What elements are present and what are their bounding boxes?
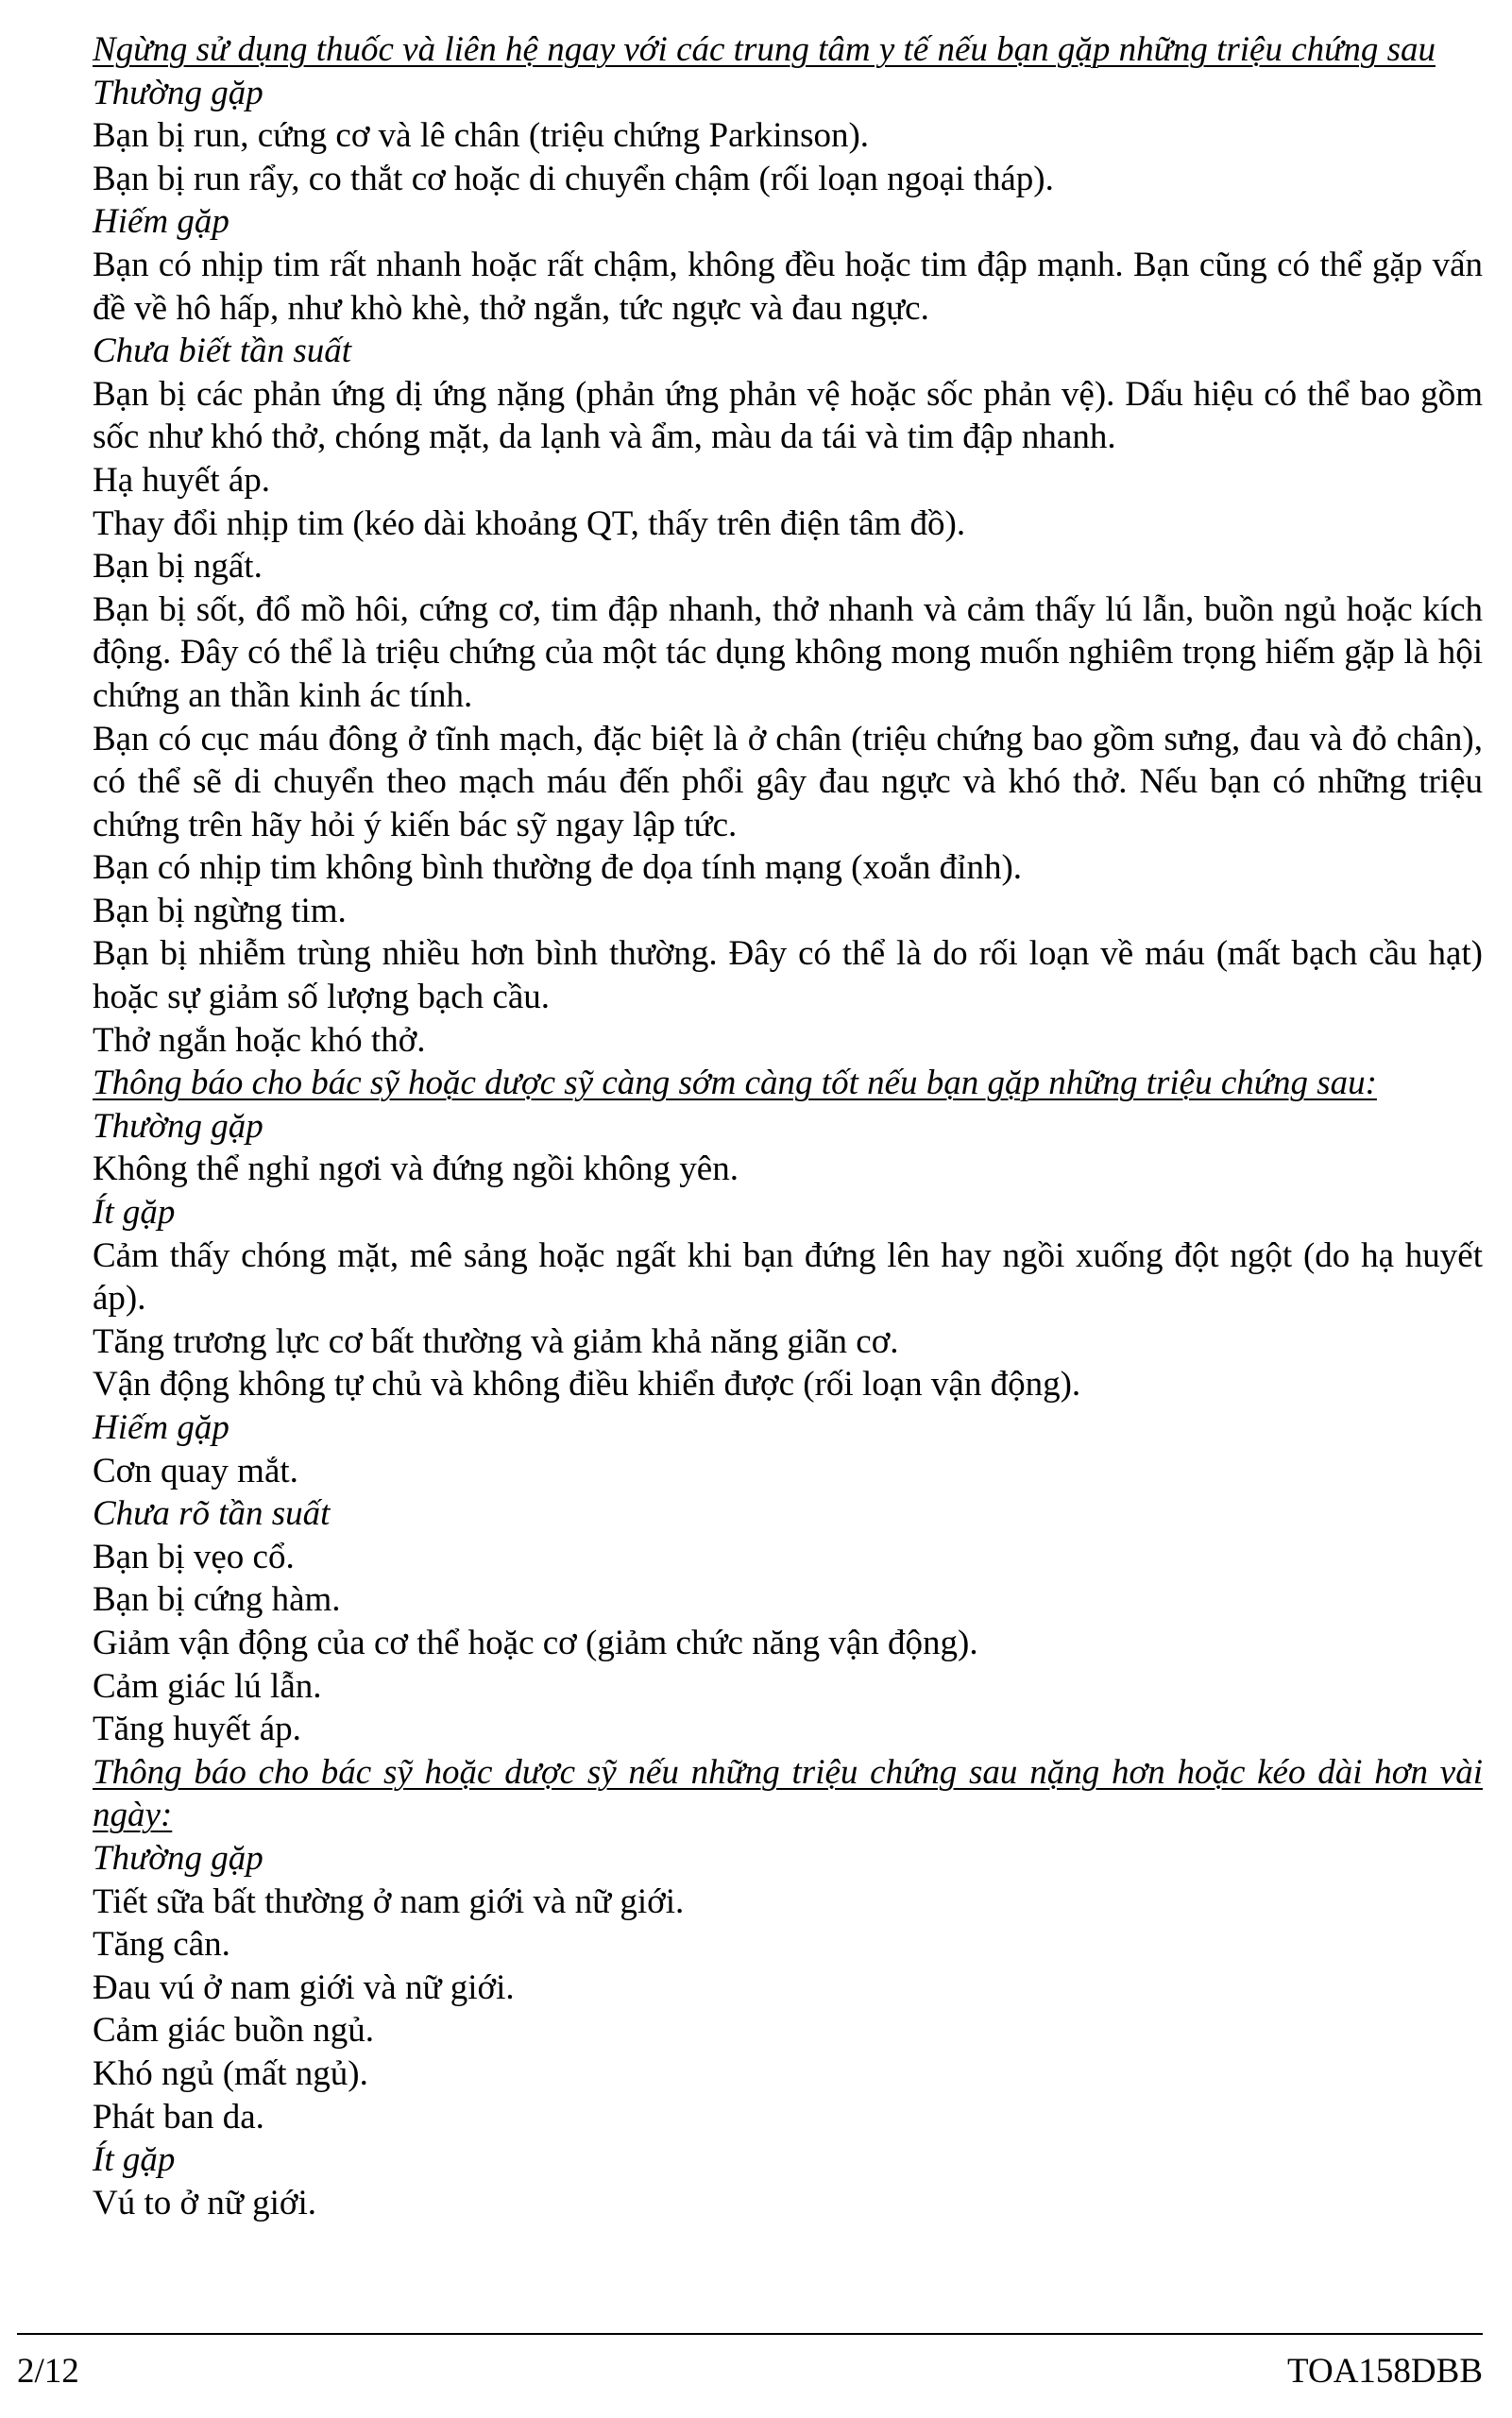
section-heading-text: Thông báo cho bác sỹ hoặc dược sỹ càng sớm càng tốt nếu bạn gặp những triệu chứng sau bbox=[93, 1064, 1366, 1103]
document-body bbox=[93, 28, 1483, 2224]
symptom-item: Bạn có cục máu đông ở tĩnh mạch, đặc biệt là ở chân (triệu chứng bao gồm sưng, đau và đỏ chân), có thể sẽ di chuyển theo mạch máu đến phổi gây đau ngực và khó thở. Nếu bạn có những triệu chứng trên hãy hỏi ý kiến bác sỹ ngay lập tức. bbox=[93, 719, 1483, 844]
frequency-label: Hiếm gặp bbox=[93, 202, 229, 242]
symptom-item: Bạn bị ngất. bbox=[93, 547, 263, 587]
symptom-item: Cơn quay mắt. bbox=[93, 1451, 298, 1490]
symptom-item: Cảm thấy chóng mặt, mê sảng hoặc ngất khi bạn đứng lên hay ngồi xuống đột ngột (do hạ huyết áp). bbox=[93, 1235, 1483, 1319]
section-heading: Ngừng sử dụng thuốc và liên hệ ngay với các trung tâm y tế nếu bạn gặp những triệu chứng sau bbox=[93, 30, 1436, 69]
symptom-item: Tăng huyết áp. bbox=[93, 1710, 301, 1749]
frequency-label: Thường gặp bbox=[93, 1106, 263, 1146]
symptom-item: Bạn bị nhiễm trùng nhiều hơn bình thường. Đây có thể là do rối loạn về máu (mất bạch cầu hạt) hoặc sự giảm số lượng bạch cầu. bbox=[93, 934, 1483, 1017]
page-number: 2/12 bbox=[17, 2352, 79, 2391]
symptom-item: Bạn bị run, cứng cơ và lê chân (triệu chứng Parkinson). bbox=[93, 116, 870, 156]
frequency-label: Hiếm gặp bbox=[93, 1408, 229, 1447]
frequency-label: Ít gặp bbox=[93, 2140, 176, 2180]
section-heading-suffix: : bbox=[160, 1796, 173, 1835]
symptom-item: Cảm giác buồn ngủ. bbox=[93, 2011, 375, 2051]
symptom-item: Vú to ở nữ giới. bbox=[93, 2183, 316, 2222]
symptom-item: Bạn bị các phản ứng dị ứng nặng (phản ứng phản vệ hoặc sốc phản vệ). Dấu hiệu có thể bao gồm sốc như khó thở, chóng mặt, da lạnh và ẩm, màu da tái và tim đập nhanh. bbox=[93, 374, 1483, 457]
page-footer bbox=[17, 2350, 1483, 2392]
frequency-label: Chưa rõ tần suất bbox=[93, 1494, 331, 1534]
symptom-item: Đau vú ở nam giới và nữ giới. bbox=[93, 1967, 515, 2007]
section-heading bbox=[93, 1062, 1483, 1105]
document-code: TOA158DBB bbox=[1287, 2352, 1483, 2391]
symptom-item: Tăng trương lực cơ bất thường và giảm khả năng giãn cơ. bbox=[93, 1321, 899, 1361]
symptom-item: Thở ngắn hoặc khó thở. bbox=[93, 1020, 426, 1060]
symptom-item: Cảm giác lú lẫn. bbox=[93, 1666, 322, 1706]
section-heading-suffix: : bbox=[1365, 1064, 1377, 1103]
footer-divider bbox=[17, 2333, 1483, 2335]
symptom-item: Bạn có nhịp tim không bình thường đe dọa tính mạng (xoắn đỉnh). bbox=[93, 848, 1023, 888]
frequency-label: Ít gặp bbox=[93, 1193, 176, 1233]
frequency-label: Thường gặp bbox=[93, 73, 263, 112]
symptom-item: Bạn bị sốt, đổ mồ hôi, cứng cơ, tim đập nhanh, thở nhanh và cảm thấy lú lẫn, buồn ngủ hoặc kích động. Đây có thể là triệu chứng của một tác dụng không mong muốn nghiêm trọng hiếm gặp là hội chứng an thần kinh ác tính. bbox=[93, 589, 1483, 715]
symptom-item: Phát ban da. bbox=[93, 2097, 264, 2137]
symptom-item: Thay đổi nhịp tim (kéo dài khoảng QT, thấy trên điện tâm đồ). bbox=[93, 503, 966, 543]
symptom-item: Tăng cân. bbox=[93, 1925, 230, 1965]
frequency-label: Thường gặp bbox=[93, 1838, 263, 1878]
symptom-item: Bạn bị vẹo cổ. bbox=[93, 1537, 295, 1576]
symptom-item: Không thể nghỉ ngơi và đứng ngồi không yên. bbox=[93, 1149, 739, 1189]
symptom-item: Bạn có nhịp tim rất nhanh hoặc rất chậm, không đều hoặc tim đập mạnh. Bạn cũng có thể gặp vấn đề về hô hấp, như khò khè, thở ngắn, tức ngực và đau ngực. bbox=[93, 245, 1483, 328]
symptom-item: Bạn bị cứng hàm. bbox=[93, 1580, 341, 1620]
section-heading-text: Thông báo cho bác sỹ hoặc dược sỹ nếu những triệu chứng sau nặng hơn hoặc kéo dài hơn vài ngày bbox=[93, 1752, 1483, 1835]
symptom-item: Giảm vận động của cơ thể hoặc cơ (giảm chức năng vận động). bbox=[93, 1623, 978, 1662]
symptom-item: Bạn bị ngừng tim. bbox=[93, 891, 347, 930]
frequency-label: Chưa biết tần suất bbox=[93, 332, 352, 371]
section-heading bbox=[93, 1751, 1483, 1837]
symptom-item: Tiết sữa bất thường ở nam giới và nữ giới. bbox=[93, 1882, 685, 1921]
symptom-item: Vận động không tự chủ và không điều khiển được (rối loạn vận động). bbox=[93, 1365, 1081, 1405]
symptom-item: Bạn bị run rẩy, co thắt cơ hoặc di chuyển chậm (rối loạn ngoại tháp). bbox=[93, 159, 1054, 198]
symptom-item: Khó ngủ (mất ngủ). bbox=[93, 2053, 368, 2093]
symptom-item: Hạ huyết áp. bbox=[93, 460, 271, 500]
